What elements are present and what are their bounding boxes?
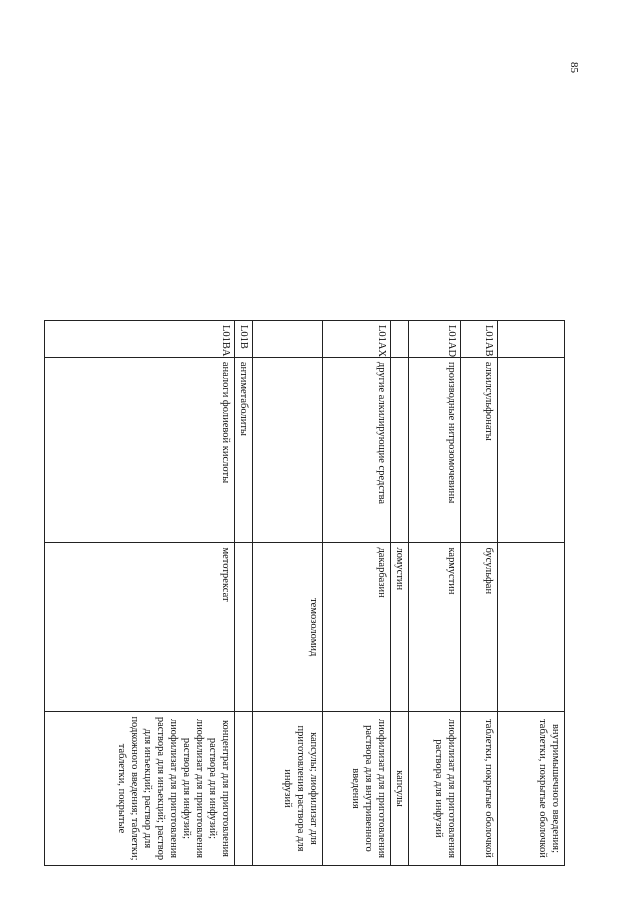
drug-cell: темозоломид [253,543,323,712]
group-cell: производные нитрозомочевины [409,357,461,543]
drug-cell: метотрексат [45,543,235,712]
code-cell: L01AX [323,321,391,358]
group-cell [498,357,565,543]
table-row [461,321,498,866]
table-row [235,321,253,866]
group-cell [253,357,323,543]
drug-cell: ломустин [391,543,409,712]
code-cell [253,321,323,358]
table-row [409,321,461,866]
table-row [391,321,409,866]
form-cell: капсулы [391,711,409,865]
form-cell: внутримышечного введения; таблетки, покрытые оболочкой [498,711,565,865]
form-cell: лиофилизат для приготовления раствора для инфузий [409,711,461,865]
code-cell: L01AD [409,321,461,358]
table-row [45,321,235,866]
form-cell: таблетки, покрытые оболочкой [461,711,498,865]
drug-cell: дакарбазин [323,543,391,712]
form-cell: лиофилизат для приготовления раствора для внутривенного введения [323,711,391,865]
table-row [498,321,565,866]
group-cell [391,357,409,543]
drug-cell [498,543,565,712]
code-cell: L01AB [461,321,498,358]
group-cell: алкилсульфонаты [461,357,498,543]
code-cell: L01BA [45,321,235,358]
table-row [253,321,323,866]
code-cell [498,321,565,358]
code-cell: L01B [235,321,253,358]
form-cell: капсулы; лиофилизат для приготовления раствора для инфузий [253,711,323,865]
group-cell: аналоги фолиевой кислоты [45,357,235,543]
form-cell [235,711,253,865]
code-cell [391,321,409,358]
table-row [323,321,391,866]
drug-cell: кармустин [409,543,461,712]
page-number: 85 [568,62,580,73]
drug-cell: бусульфан [461,543,498,712]
group-cell: антиметаболиты [235,357,253,543]
drug-cell [235,543,253,712]
form-cell: концентрат для приготовления раствора для инфузий; лиофилизат для приготовления раствора для инфузий; лиофилизат для приготовления раствора для инъекций; раствор для инъекций; раствор для подкожного введения; таблетки; таблетки, покрытые [45,711,235,865]
drug-table [53,320,565,866]
group-cell: другие алкилирующие средства [323,357,391,543]
